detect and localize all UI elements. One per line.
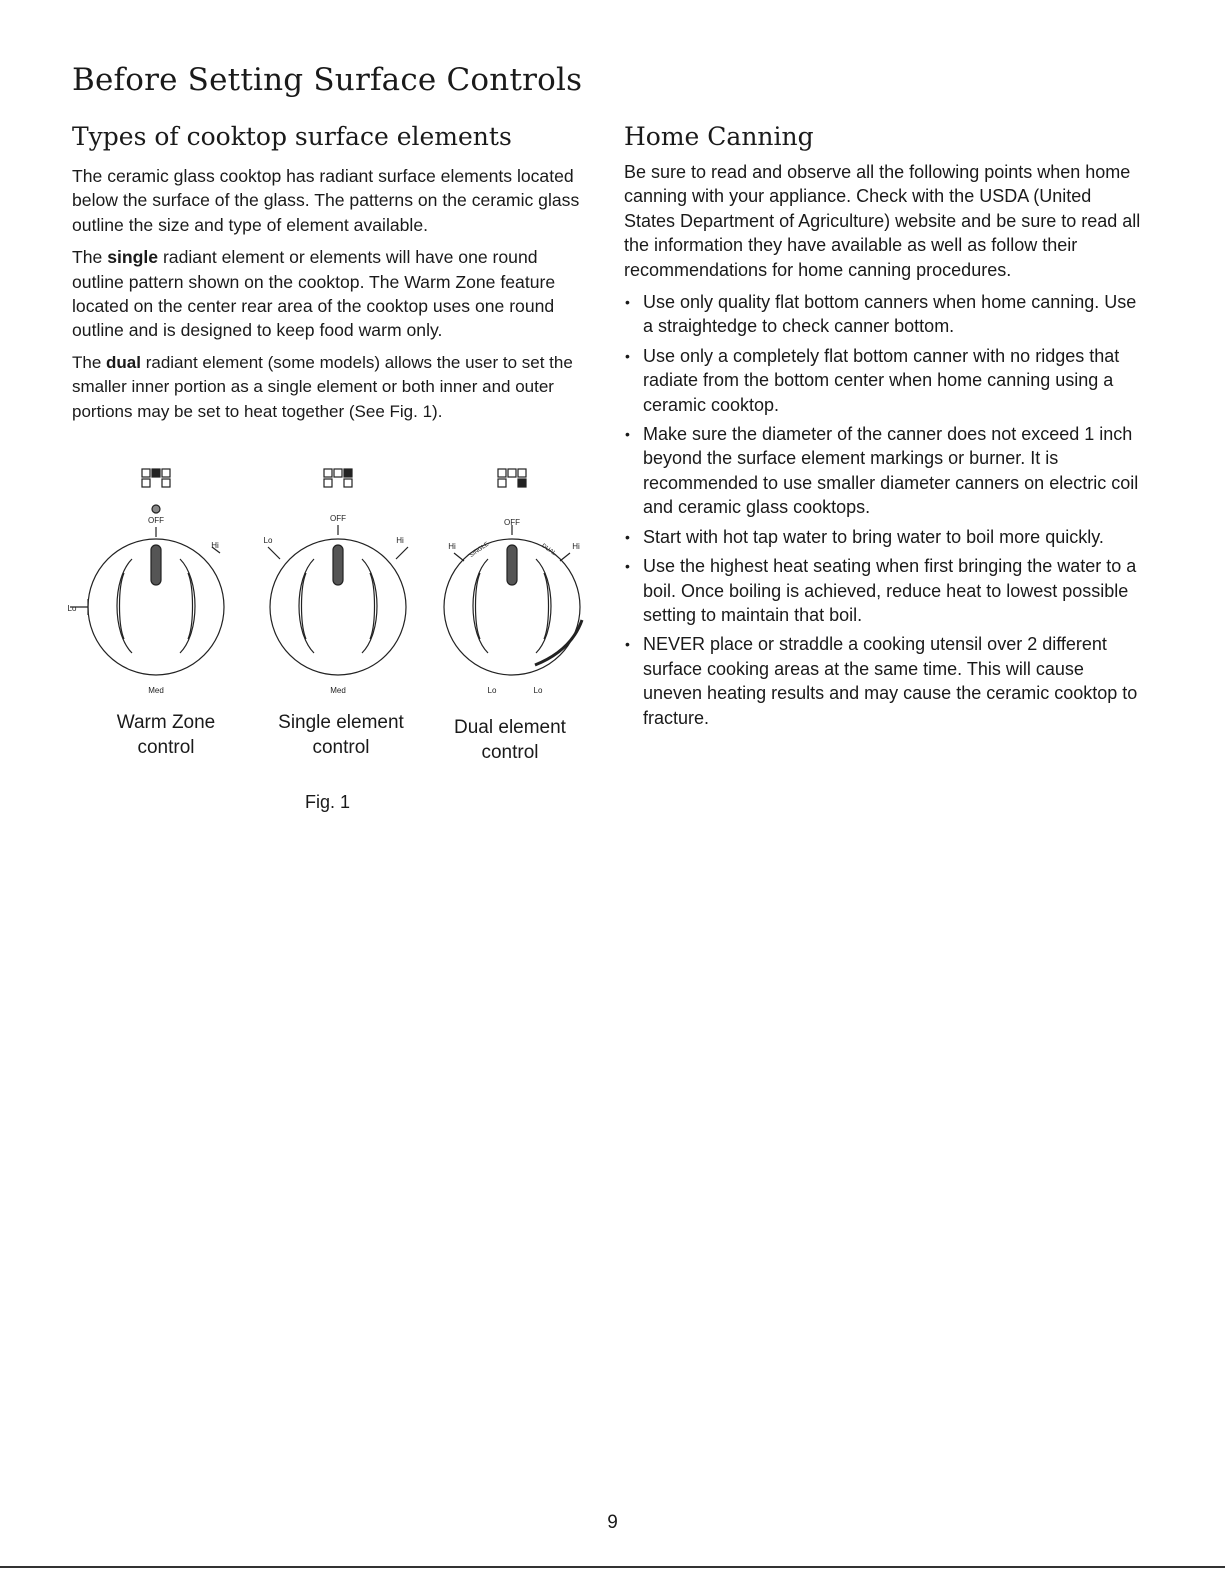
dual-hi-left-label: Hi	[448, 542, 456, 551]
caption-single-element	[266, 710, 416, 760]
warm-zone-lo-label: Lo	[67, 604, 77, 613]
paragraph-canning-intro: Be sure to read and observe all the following points when home canning with your appliance. Check with the USDA (United States Department of Agriculture) website and be sure to read all the information they have available as well as follow their recommendations for home canning procedures.	[624, 162, 1141, 280]
figure-label: Fig. 1	[305, 792, 351, 812]
section-heading-home-canning: Home Canning	[624, 122, 814, 151]
dual-element-knob	[444, 469, 582, 675]
warm-zone-hi-label: Hi	[211, 541, 219, 550]
dual-single-label: SINGLE	[468, 541, 491, 559]
caption-line: control	[312, 737, 370, 758]
caption-line: Single element	[278, 712, 404, 733]
single-off-label: OFF	[330, 514, 346, 523]
page-number: 9	[607, 1512, 618, 1533]
knobs-illustration	[60, 455, 600, 835]
single-hi-label: Hi	[396, 536, 404, 545]
dual-lo-left-label: Lo	[487, 686, 497, 695]
paragraph-single	[72, 245, 592, 343]
page-title: Before Setting Surface Controls	[72, 62, 583, 98]
text: radiant element or elements will have one round outline pattern shown on the cooktop. The Warm Zone feature located on the center rear area of the cooktop uses one round outline and is designed to keep food warm only.	[72, 247, 556, 341]
list-item	[624, 554, 1144, 627]
dual-lo-right-label: Lo	[533, 686, 543, 695]
list-item	[624, 422, 1144, 520]
warm-zone-knob	[67, 469, 224, 675]
bullet-text: Use only a completely flat bottom canner with no ridges that radiate from the bottom center when home canning using a ceramic cooktop.	[643, 345, 1120, 415]
single-lo-label: Lo	[263, 536, 273, 545]
caption-line: control	[481, 742, 539, 763]
figure-control-knobs	[60, 455, 600, 835]
emphasis-dual: dual	[106, 352, 141, 372]
list-item	[624, 290, 1144, 339]
list-item	[624, 525, 1144, 549]
emphasis-single: single	[107, 247, 159, 268]
list-item	[624, 632, 1144, 730]
bullet-text: Make sure the diameter of the canner does not exceed 1 inch beyond the surface element markings or burner. It is recommended to use smaller diameter canners on electric coil and ceramic glass cooktops.	[643, 424, 1139, 518]
bottom-rule	[0, 1566, 1225, 1568]
caption-line: Warm Zone	[116, 712, 216, 733]
canning-bullet-list	[624, 290, 1144, 730]
cooktop-elements-section	[72, 164, 592, 432]
home-canning-section	[624, 160, 1144, 735]
bullet-text: NEVER place or straddle a cooking utensil over 2 different surface cooking areas at the same time. This will cause uneven heating results and may cause the ceramic cooktop to fracture.	[643, 634, 1138, 728]
single-med-label: Med	[330, 686, 346, 695]
bullet-icon: •	[625, 636, 630, 653]
text: The	[72, 352, 107, 372]
paragraph-dual	[72, 351, 592, 424]
bullet-icon: •	[625, 294, 630, 311]
list-item	[624, 344, 1144, 417]
section-heading-cooktop-elements: Types of cooktop surface elements	[72, 122, 512, 151]
bullet-icon: •	[625, 347, 630, 364]
dual-dual-label: DUAL	[540, 543, 557, 558]
paragraph-intro: The ceramic glass cooktop has radiant surface elements located below the surface of the glass. The patterns on the ceramic glass outline the size and type of element available.	[72, 166, 580, 235]
bullet-text: Use the highest heat seating when first bringing the water to a boil. Once boiling is achieved, reduce heat to lowest possible setting to maintain that boil.	[643, 556, 1137, 625]
text: radiant element (some models) allows the user to set the smaller inner portion as a single element or both inner and outer portions may be set to heat together (See Fig. 1).	[72, 352, 573, 421]
caption-line: control	[137, 737, 195, 758]
caption-line: Dual element	[454, 717, 566, 738]
warm-zone-med-label: Med	[148, 686, 164, 695]
bullet-text: Use only quality flat bottom canners when home canning. Use a straightedge to check canner bottom.	[643, 292, 1137, 337]
bullet-icon: •	[625, 528, 630, 545]
bullet-icon: •	[625, 426, 630, 443]
dual-off-label: OFF	[504, 518, 520, 527]
warm-zone-off-label: OFF	[148, 516, 164, 525]
dual-hi-right-label: Hi	[572, 542, 580, 551]
bullet-icon: •	[625, 558, 630, 575]
bullet-text: Start with hot tap water to bring water to boil more quickly.	[643, 526, 1104, 547]
caption-warm-zone	[96, 710, 236, 760]
caption-dual-element	[440, 715, 580, 765]
text: The	[72, 247, 108, 268]
single-element-knob	[268, 469, 408, 675]
